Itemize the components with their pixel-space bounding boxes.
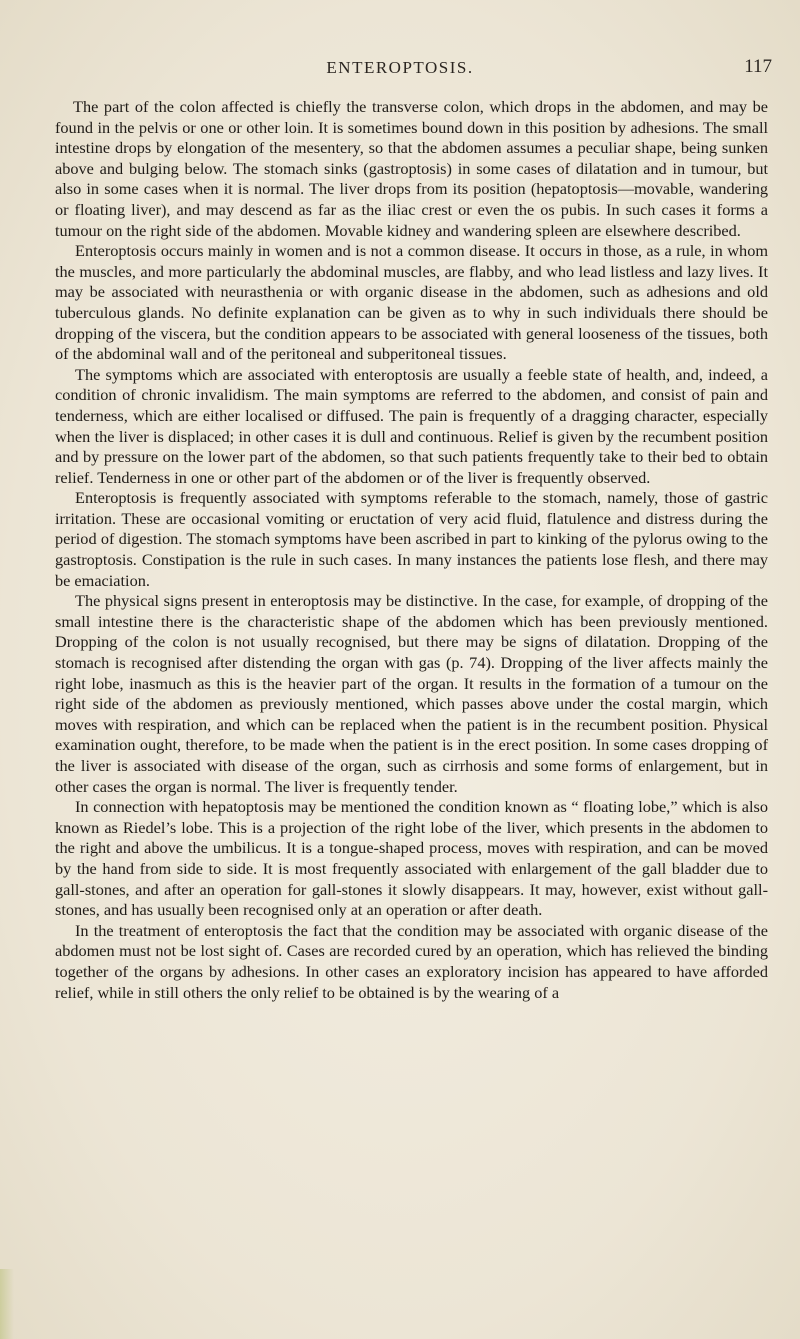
- body-text: [55, 97, 768, 1003]
- paragraph: The part of the colon affected is chiefly the transverse colon, which drops in the abdomen, and may be found in the pelvis or one or other loin. It is sometimes bound down in this position by adhesions. The small intestine drops by elongation of the mesentery, so that the abdomen assumes a peculiar shape, being sunken above and bulging below. The stomach sinks (gastroptosis) in some cases of dilatation and in tumour, but also in some cases when it is normal. The liver drops from its position (hepatoptosis—movable, wandering or floating liver), and may descend as far as the iliac crest or even the os pubis. In such cases it forms a tumour on the right side of the abdomen. Movable kidney and wandering spleen are elsewhere described.: [55, 97, 768, 240]
- page-number: 117: [744, 56, 772, 77]
- paragraph: Enteroptosis is frequently associated with symptoms referable to the stomach, namely, those of gastric irritation. These are occasional vomiting or eructation of very acid fluid, flatulence and distress during the period of digestion. The stomach symptoms have been ascribed in part to kinking of the pylorus owing to the gastroptosis. Constipation is the rule in such cases. In many instances the patients lose flesh, and there may be emaciation.: [55, 488, 768, 590]
- paragraph: In the treatment of enteroptosis the fact that the condition may be associated with organic disease of the abdomen must not be lost sight of. Cases are recorded cured by an operation, which has relieved the binding together of the organs by adhesions. In other cases an exploratory incision has appeared to have afforded relief, while in still others the only relief to be obtained is by the wearing of a: [55, 920, 768, 1002]
- paragraph: The physical signs present in enteroptosis may be distinctive. In the case, for example, of dropping of the small intestine there is the characteristic shape of the abdomen which has been previously mentioned. Dropping of the colon is not usually recognised, but there may be signs of dilatation. Dropping of the stomach is recognised after distending the organ with gas (p. 74). Dropping of the liver affects mainly the right lobe, inasmuch as this is the heavier part of the organ. It results in the formation of a tumour on the right side of the abdomen as previously mentioned, which passes above under the costal margin, which moves with respiration, and which can be replaced when the patient is in the recumbent position. Physical examination ought, therefore, to be made when the patient is in the erect position. In some cases dropping of the liver is associated with disease of the organ, such as cirrhosis and some forms of enlargement, but in other cases the organ is normal. The liver is frequently tender.: [55, 591, 768, 796]
- page-edge-stain: [0, 1269, 14, 1339]
- running-title: ENTEROPTOSIS.: [326, 58, 474, 77]
- page-header: [0, 58, 800, 84]
- paragraph: Enteroptosis occurs mainly in women and is not a common disease. It occurs in those, as a rule, in whom the muscles, and more particularly the abdominal muscles, are flabby, and who lead listless and lazy lives. It may be associated with neurasthenia or with organic disease in the abdomen, such as adhesions and old tuberculous glands. No definite explanation can be given as to why in such individuals there should be dropping of the viscera, but the condition appears to be associated with general looseness of the tissues, both of the abdominal wall and of the peritoneal and subperitoneal tissues.: [55, 241, 768, 364]
- paragraph: In connection with hepatoptosis may be mentioned the condition known as “ floating lobe,” which is also known as Riedel’s lobe. This is a projection of the right lobe of the liver, which presents in the abdomen to the right and above the umbilicus. It is a tongue-shaped process, moves with respiration, and can be moved by the hand from side to side. It is most frequently associated with enlargement of the gall bladder due to gall-stones, and after an operation for gall-stones it slowly disappears. It may, however, exist without gall-stones, and has usually been recognised only at an operation or after death.: [55, 797, 768, 920]
- paragraph: The symptoms which are associated with enteroptosis are usually a feeble state of health, and, indeed, a condition of chronic invalidism. The main symptoms are referred to the abdomen, and consist of pain and tenderness, which are either localised or diffused. The pain is frequently of a dragging character, especially when the liver is displaced; in other cases it is dull and continuous. Relief is given by the recumbent position and by pressure on the lower part of the abdomen, so that such patients frequently take to their bed to obtain relief. Tenderness in one or other part of the abdomen or of the liver is frequently observed.: [55, 364, 768, 487]
